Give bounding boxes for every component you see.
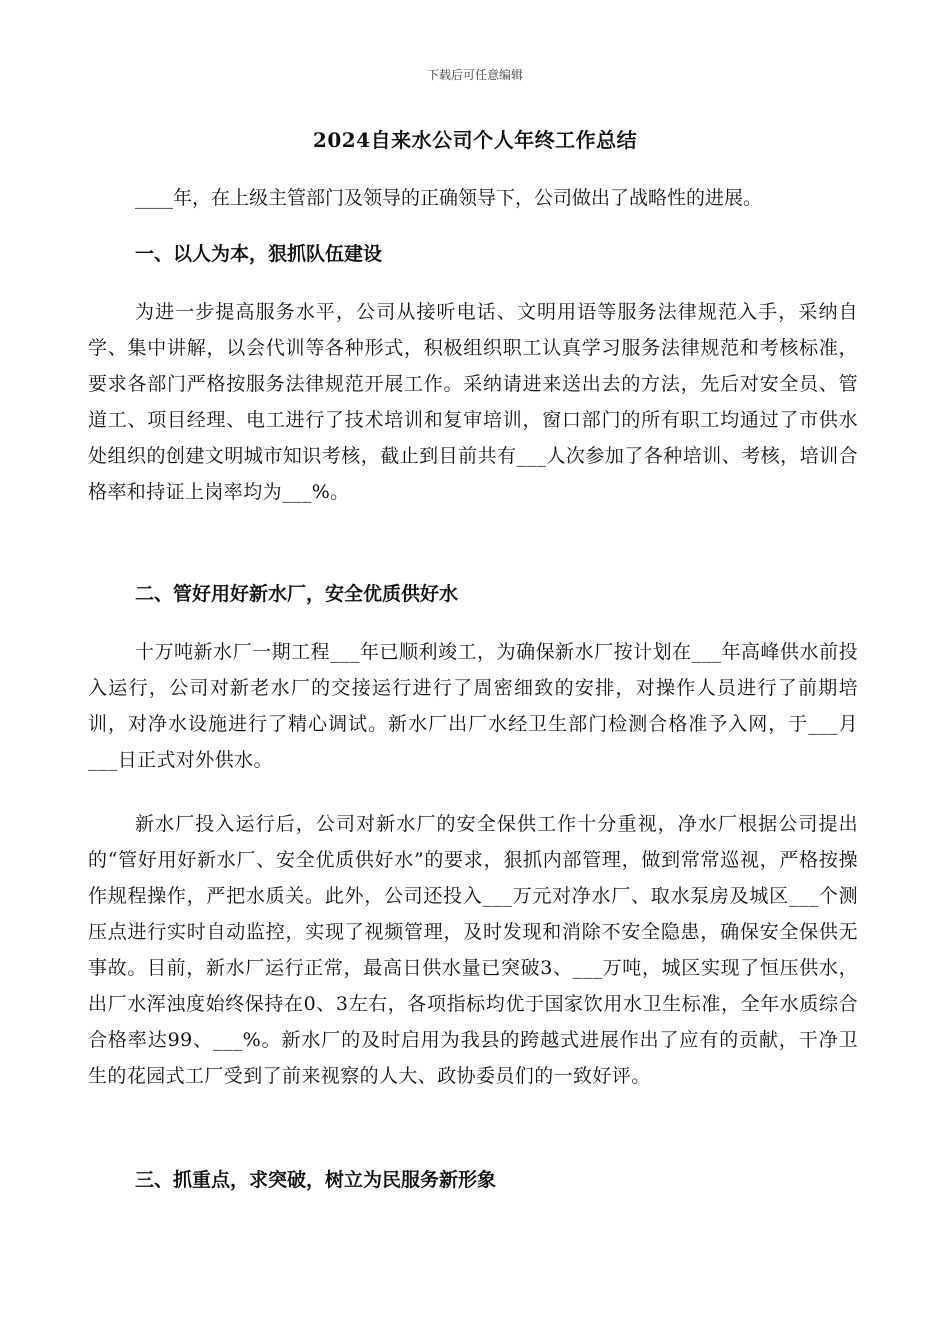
section-2-heading: 二、管好用好新水厂，安全优质供好水: [135, 583, 459, 605]
section-2-paragraph-2: 新水厂投入运行后，公司对新水厂的安全保供工作十分重视，净水厂根据公司提出的“管好用好新水厂、安全优质供好水”的要求，狠抓内部管理，做到常常巡视，严格按操作规程操作，严把水质关。此外，公司还投入___万元对净水厂、取水泵房及城区___个测压点进行实时自动监控，实现了视频管理，及时发现和消除不安全隐患，确保安全保供无事故。目前，新水厂运行正常，最高日供水量已突破3、___万吨，城区实现了恒压供水，出厂水浑浊度始终保持在0、3左右，各项指标均优于国家饮用水卫生标准，全年水质综合合格率达99、___%。新水厂的及时启用为我县的跨越式进展作出了应有的贡献，干净卫生的花园式工厂受到了前来视察的人大、政协委员们的一致好评。: [88, 813, 858, 1087]
section-1-paragraph: 为进一步提高服务水平，公司从接听电话、文明用语等服务法律规范入手，采纳自学、集中讲解，以会代训等各种形式，积极组织职工认真学习服务法律规范和考核标准，要求各部门严格按服务法律规范开展工作。采纳请进来送出去的方法，先后对安全员、管道工、项目经理、电工进行了技术培训和复审培训，窗口部门的所有职工均通过了市供水处组织的创建文明城市知识考核，截止到目前共有___人次参加了各种培训、考核，培训合格率和持证上岗率均为___%。: [88, 301, 858, 503]
header-note: 下载后可任意编辑: [426, 68, 523, 82]
section-2-paragraph-1: 十万吨新水厂一期工程___年已顺利竣工，为确保新水厂按计划在___年高峰供水前投入运行，公司对新老水厂的交接运行进行了周密细致的安排，对操作人员进行了前期培训，对净水设施进行了精心调试。新水厂出厂水经卫生部门检测合格准予入网，于___月___日正式对外供水。: [88, 641, 858, 771]
section-1-heading: 一、以人为本，狠抓队伍建设: [135, 243, 383, 265]
intro-paragraph: ____年，在上级主管部门及领导的正确领导下，公司做出了战略性的进展。: [135, 187, 763, 209]
section-3-heading: 三、抓重点，求突破，树立为民服务新形象: [135, 1169, 497, 1191]
document-title: 2024自来水公司个人年终工作总结: [312, 128, 638, 152]
